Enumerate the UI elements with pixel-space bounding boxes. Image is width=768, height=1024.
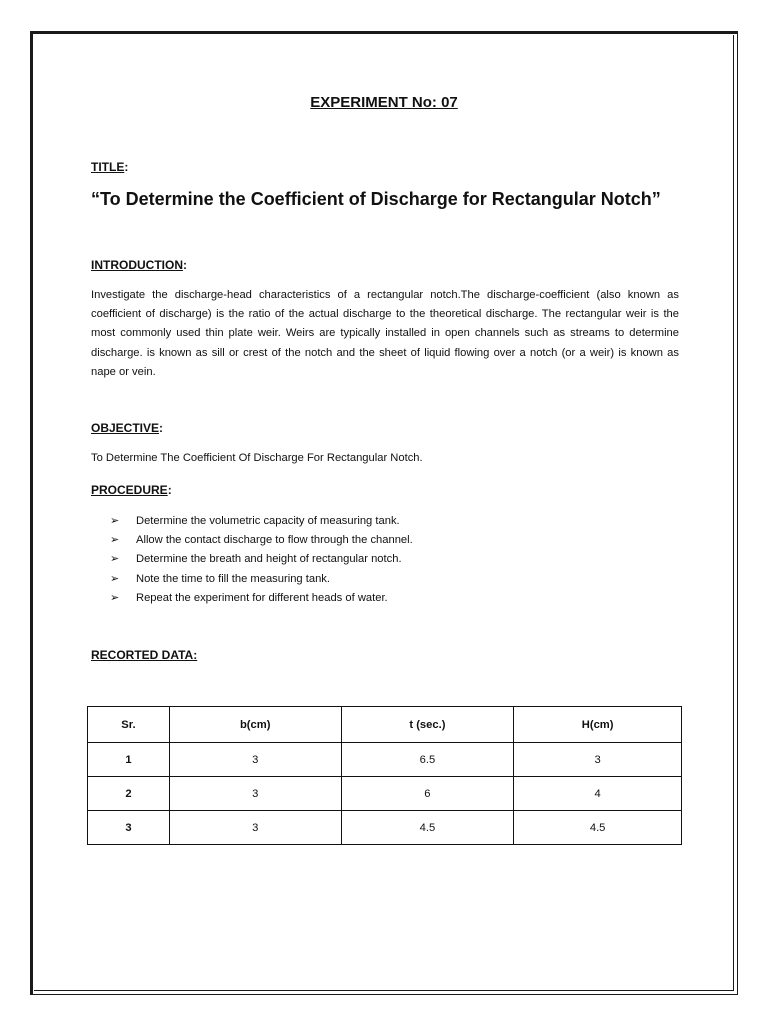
procedure-step-text: Allow the contact discharge to flow through the channel. <box>136 534 413 547</box>
procedure-step <box>110 570 413 589</box>
arrow-bullet-icon: ➢ <box>110 534 120 547</box>
table-cell: 3 <box>88 811 170 845</box>
introduction-text: Investigate the discharge-head characteristics of a rectangular notch.The discharge-coefficient (also known as coefficient of discharge) is the ratio of the actual discharge to the theoretical discharge. The rectangular weir is the most commonly used thin plate weir. Weirs are typically installed in open channels such as streams to determine discharge. is known as sill or crest of the notch and the sheet of liquid flowing over a notch (or a weir) is known as nape or vein. <box>91 289 679 378</box>
arrow-bullet-icon: ➢ <box>110 553 120 566</box>
column-header: H(cm) <box>514 707 682 743</box>
procedure-step <box>110 589 413 608</box>
table-cell: 4.5 <box>341 811 514 845</box>
column-header: b(cm) <box>169 707 341 743</box>
table-row <box>88 743 682 777</box>
table-cell: 3 <box>169 743 341 777</box>
table-cell: 6.5 <box>341 743 514 777</box>
procedure-step-text: Repeat the experiment for different heads of water. <box>136 591 388 604</box>
table-header-row <box>88 707 682 743</box>
procedure-step <box>110 531 413 550</box>
table-cell: 6 <box>341 777 514 811</box>
procedure-list <box>110 512 413 608</box>
table-cell: 1 <box>88 743 170 777</box>
table-cell: 3 <box>169 777 341 811</box>
objective-text: To Determine The Coefficient Of Discharge For Rectangular Notch. <box>91 452 423 464</box>
procedure-step <box>110 512 413 531</box>
table-row <box>88 777 682 811</box>
objective-heading: OBJECTIVE: <box>91 421 164 435</box>
recorded-data-label: RECORTED DATA: <box>91 648 198 662</box>
procedure-step-text: Determine the volumetric capacity of measuring tank. <box>136 515 400 527</box>
arrow-bullet-icon: ➢ <box>110 515 120 527</box>
table-row <box>88 811 682 845</box>
objective-label: OBJECTIVE <box>91 421 160 435</box>
procedure-step <box>110 550 413 569</box>
introduction-label: INTRODUCTION <box>91 258 183 272</box>
introduction-heading: INTRODUCTION: <box>91 258 187 272</box>
experiment-heading: EXPERIMENT No: 07 <box>310 94 458 111</box>
arrow-bullet-icon: ➢ <box>110 572 120 585</box>
procedure-step-text: Determine the breath and height of rectangular notch. <box>136 553 402 566</box>
procedure-heading: PROCEDURE: <box>91 483 172 497</box>
recorded-data-heading <box>91 648 197 662</box>
table-cell: 3 <box>169 811 341 845</box>
procedure-label: PROCEDURE <box>91 483 168 497</box>
procedure-step-text: Note the time to fill the measuring tank. <box>136 572 331 585</box>
arrow-bullet-icon: ➢ <box>110 591 120 604</box>
table-cell: 3 <box>514 743 682 777</box>
table-cell: 2 <box>88 777 170 811</box>
column-header: Sr. <box>88 707 170 743</box>
column-header: t (sec.) <box>341 707 514 743</box>
recorded-data-table <box>87 706 682 845</box>
title-heading: TITLE: <box>91 160 129 174</box>
title-label: TITLE <box>91 160 125 174</box>
main-title: “To Determine the Coefficient of Discharge for Rectangular Notch” <box>91 189 661 209</box>
table-cell: 4.5 <box>514 811 682 845</box>
table-cell: 4 <box>514 777 682 811</box>
